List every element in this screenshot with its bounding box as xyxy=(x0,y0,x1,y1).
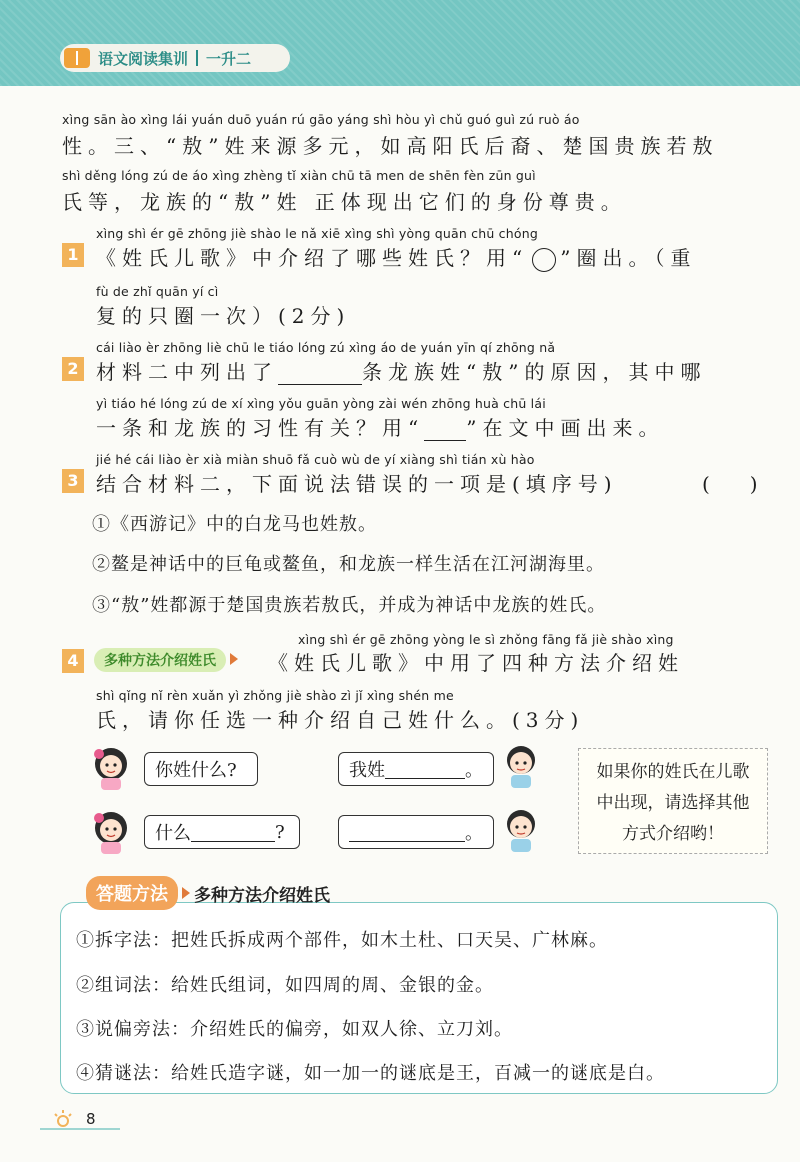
answer-blank[interactable] xyxy=(349,823,465,842)
underline-mark-blank xyxy=(424,420,466,441)
q2-pinyin-2: yì tiáo hé lóng zú de xí xìng yǒu guān yòng zài wén zhōng huà chū lái xyxy=(96,396,546,411)
bubble-answer-2 xyxy=(338,815,494,849)
q1-text-2: 复的只圈一次）(2分) xyxy=(96,304,351,328)
q3-option-3: ③“敖”姓都源于楚国贵族若敖氏，并成为神话中龙族的姓氏。 xyxy=(92,595,607,616)
header-tab xyxy=(60,44,290,72)
footer-rule xyxy=(40,1128,120,1130)
method-header xyxy=(86,876,330,910)
method-item-1: ①拆字法：把姓氏拆成两个部件，如木土杜、口天吴、广林麻。 xyxy=(76,930,608,951)
book-icon xyxy=(64,48,90,68)
q2-text-1b: 条龙族姓“敖”的原因，其中哪 xyxy=(362,360,707,384)
bubble-answer-a: 我姓 xyxy=(349,760,385,781)
bubble-answer-b: 。 xyxy=(465,760,483,781)
arrow-right-icon-2 xyxy=(182,887,190,899)
q1-pinyin-2: fù de zhǐ quān yí cì xyxy=(96,284,219,299)
grade-label: 一升二 xyxy=(206,49,252,68)
page-footer xyxy=(52,1108,96,1130)
intro-pinyin-2: shì děng lóng zú de áo xìng zhèng tǐ xiàn chū tā men de shēn fèn zūn guì xyxy=(62,168,536,183)
method-tag: 答题方法 xyxy=(86,876,178,910)
q4-text-1: 《姓氏儿歌》中用了四种方法介绍姓 xyxy=(268,651,684,675)
q1-pinyin-1: xìng shì ér gē zhōng jiè shào le nǎ xiē xìng shì yòng quān chū chóng xyxy=(96,226,538,241)
q1-text-1a: 《姓氏儿歌》中介绍了哪些姓氏？用“ xyxy=(96,246,529,270)
method-item-2: ②组词法：给姓氏组词，如四周的周、金银的金。 xyxy=(76,975,494,996)
header-banner xyxy=(0,0,800,86)
series-title: 语文阅读集训 xyxy=(98,49,189,68)
count-blank[interactable] xyxy=(278,362,362,385)
answer-paren[interactable]: ( ) xyxy=(702,472,758,496)
tip-box: 如果你的姓氏在儿歌中出现，请选择其他方式介绍哟！ xyxy=(578,748,768,854)
q2-pinyin-1: cái liào èr zhōng liè chū le tiáo lóng zú xìng áo de yuán yīn qí zhōng nǎ xyxy=(96,340,556,355)
bubble-question-2a: 什么 xyxy=(155,823,191,844)
bubble-answer xyxy=(338,752,494,786)
q4-method-tag-wrap xyxy=(94,648,242,672)
q2-text-2a: 一条和龙族的习性有关？用“ xyxy=(96,416,425,440)
q3-number: 3 xyxy=(62,469,84,493)
q2-number: 2 xyxy=(62,357,84,381)
q3-option-1: ①《西游记》中的白龙马也姓敖。 xyxy=(92,514,377,535)
bubble-answer-2-end: 。 xyxy=(465,823,483,844)
q4-pinyin-1: xìng shì ér gē zhōng yòng le sì zhǒng fāng fǎ jiè shào xìng xyxy=(298,632,674,647)
q2-text-1 xyxy=(96,356,706,385)
sun-icon xyxy=(52,1108,74,1130)
q4-pinyin-2: shì qǐng nǐ rèn xuǎn yì zhǒng jiè shào zì jǐ xìng shén me xyxy=(96,688,454,703)
q1-number: 1 xyxy=(62,243,84,267)
method-item-4: ④猜谜法：给姓氏造字谜，如一加一的谜底是王，百减一的谜底是白。 xyxy=(76,1063,665,1084)
page-number: 8 xyxy=(86,1110,96,1128)
header-divider xyxy=(196,50,198,66)
intro-pinyin-1: xìng sān ào xìng lái yuán duō yuán rú gāo yáng shì hòu yì chǔ guó guì zú ruò áo xyxy=(62,112,580,127)
q4-number: 4 xyxy=(62,649,84,673)
q2-text-2b: ”在文中画出来。 xyxy=(466,416,665,440)
q3-pinyin-1: jié hé cái liào èr xià miàn shuō fǎ cuò wù de yí xiàng shì tián xù hào xyxy=(96,452,535,467)
bubble-question-2 xyxy=(144,815,300,849)
q4-method-tag: 多种方法介绍姓氏 xyxy=(94,648,226,672)
q2-text-2 xyxy=(96,412,664,441)
bubble-question-2b: ? xyxy=(275,821,285,843)
q4-text-2: 氏，请你任选一种介绍自己姓什么。(3分) xyxy=(96,708,585,732)
method-item-3: ③说偏旁法：介绍姓氏的偏旁，如双人徐、立刀刘。 xyxy=(76,1019,513,1040)
question-blank[interactable] xyxy=(191,823,275,842)
boy-avatar-icon-2 xyxy=(500,804,542,852)
circle-mark-icon xyxy=(532,248,556,272)
intro-text-1: 性。三、“敖”姓来源多元，如高阳氏后裔、楚国贵族若敖 xyxy=(62,134,719,158)
bubble-question: 你姓什么? xyxy=(144,752,258,786)
q1-text-1b: ”圈出。（重 xyxy=(560,246,697,270)
q3-text-1: 结合材料二，下面说法错误的一项是(填序号) xyxy=(96,472,618,496)
girl-avatar-icon-2 xyxy=(90,806,132,854)
q3-option-2: ②鳌是神话中的巨龟或鳌鱼，和龙族一样生活在江河湖海里。 xyxy=(92,554,605,575)
q2-text-1a: 材料二中列出了 xyxy=(96,360,278,384)
surname-blank[interactable] xyxy=(385,760,465,779)
intro-text-2: 氏等，龙族的“敖”姓 正体现出它们的身份尊贵。 xyxy=(62,190,627,214)
q1-text-1 xyxy=(96,242,696,272)
boy-avatar-icon xyxy=(500,740,542,788)
method-title: 多种方法介绍姓氏 xyxy=(194,885,330,906)
arrow-right-icon xyxy=(230,653,238,665)
girl-avatar-icon xyxy=(90,742,132,790)
